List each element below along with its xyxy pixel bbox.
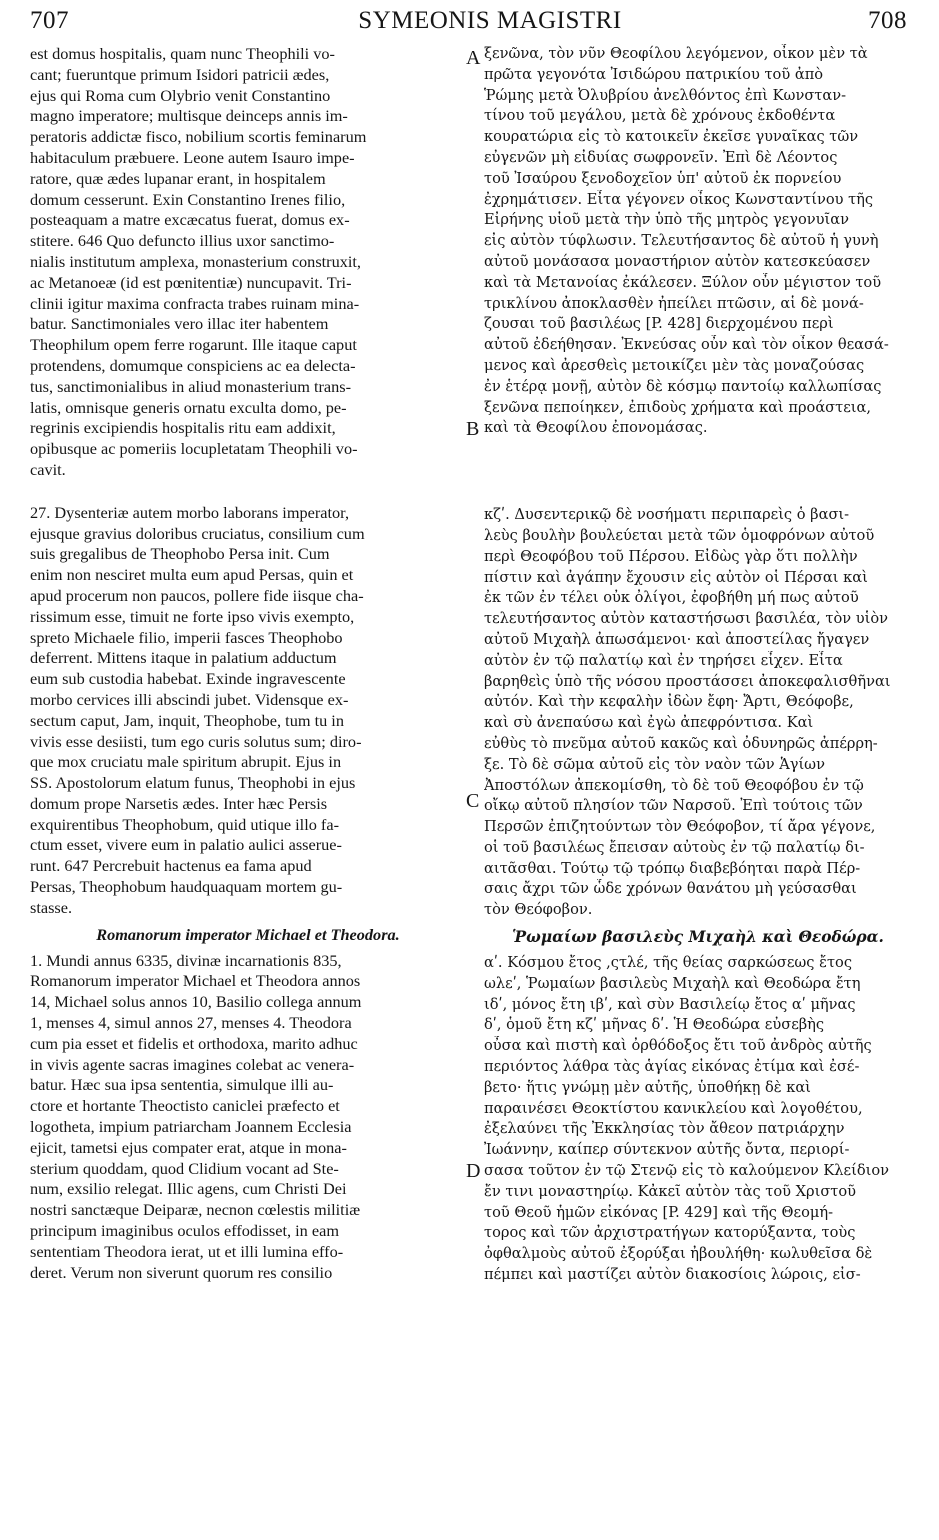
page-number-right: 708 xyxy=(868,7,907,34)
text-line: deferrent. Mittens itaque in palatium adductum xyxy=(30,648,337,668)
text-line: ejicit, tametsi ejus compater erat, atque in mona- xyxy=(30,1137,347,1157)
text-line: τὸν Θεόφοβον. xyxy=(484,901,593,919)
text-line: αιτᾶσθαι. Τούτῳ τῷ τρόπῳ διαβεβόηται παρὰ Πέρ- xyxy=(484,859,861,877)
text-line: τίνου τοῦ μεγάλου, μετὰ δὲ χρόνους ἐκδοθέντα xyxy=(484,107,836,125)
text-line: σαις ἄχρι τῶν ὧδε χρόνων θανάτου μὴ γεύσασθαι xyxy=(484,880,857,898)
text-line: καὶ τὰ Μετανοίας ἐκάλεσεν. Ξύλον οὖν μέγιστον τοῦ xyxy=(484,273,882,291)
text-line: αʹ. Κόσμου ἔτος ,ςτλέ, τῆς θείας σαρκώσεως ἔτος xyxy=(484,954,852,972)
text-line: enim non nesciret multa eum apud Persas, quin et xyxy=(30,565,354,585)
text-line: exquirentibus Theophobum, quid utique illo fa- xyxy=(30,814,339,834)
text-line: οἱ τοῦ βασιλέως ἔπεισαν αὐτοὺς ἐν τῷ παλατίῳ δι- xyxy=(484,838,865,856)
text-line: οἴκῳ αὐτοῦ πλησίον τῶν Ναρσοῦ. Ἐπὶ τούτοις τῶν xyxy=(484,797,863,815)
text-line: runt. 647 Percrebuit hactenus ea fama apud xyxy=(30,856,312,876)
text-line: ἐκ τῶν ἐν τέλει οὐκ ὀλίγοι, ἐφοβήθη μή πως αὐτοῦ xyxy=(484,589,859,607)
text-line: ξενῶνα πεποίηκεν, ἐπιδοὺς χρήματα καὶ προάστεια, xyxy=(484,398,871,416)
text-line: apud procerum non paucos, pollere fide iisque cha- xyxy=(30,585,364,605)
text-line: cavit. xyxy=(30,459,66,479)
text-line: in vivis agente sacras imagines colebat ac venera- xyxy=(30,1054,355,1074)
section-heading: Ῥωμαίων βασιλεὺς Μιχαὴλ καὶ Θεοδώρα. xyxy=(512,928,884,947)
text-line: peratoris addictæ fisco, nobilium scortis feminarum xyxy=(30,127,367,147)
text-line: καὶ τὰ Θεοφίλου ἐπονομάσας. xyxy=(484,419,708,437)
text-line: εἰς αὐτὸν τύφλωσιν. Τελευτήσαντος δὲ αὐτοῦ ἡ γυνὴ xyxy=(484,232,879,250)
text-line: πρῶτα γεγονότα Ἰσιδώρου πατρικίου τοῦ ἀπὸ xyxy=(484,65,824,83)
text-line xyxy=(30,481,466,503)
text-line: Εἰρήνης υἱοῦ μετὰ τὴν ὑπὸ τῆς μητρὸς γεγονυῖαν xyxy=(484,211,849,229)
text-line: ἐν ἑτέρᾳ μονῇ, αὐτὸν δὲ κόσμῳ παντοίῳ καλλωπίσας xyxy=(484,377,882,395)
text-line: βαρηθεὶς ὑπὸ τῆς νόσου προστάσσει ἀποκεφαλισθῆναι xyxy=(484,672,891,690)
text-line: 1. Mundi annus 6335, divinæ incarnationis 835, xyxy=(30,950,342,970)
text-line: stitere. 646 Quo defuncto illius uxor sanctimo- xyxy=(30,231,335,251)
text-line: tus, sanctimonialibus in aliud monasterium trans- xyxy=(30,376,352,396)
text-line: τοῦ Ἰσαύρου ξενοδοχεῖον ὑπ' αὐτοῦ ἐκ πορνείου xyxy=(484,169,842,187)
text-line: opibusque ac pomeriis locupletatam Theophili vo- xyxy=(30,439,358,459)
text-line: ἐχρημάτισεν. Εἶτα γέγονεν οἶκος Κωνσταντίνου τῆς xyxy=(484,190,874,208)
text-line: magno imperatore; multisque deinceps annis im- xyxy=(30,106,348,126)
greek-column xyxy=(484,44,912,1286)
text-line: λεὺς βουλὴν βουλεύεται μετὰ τῶν ὁμοφρόνων αὐτοῦ xyxy=(484,526,875,544)
text-line: σασα τοῦτον ἐν τῷ Στενῷ εἰς τὸ καλούμενον Κλείδιον xyxy=(484,1162,889,1180)
text-line: batur. Hæc sua ipsa sententia, simulque illi au- xyxy=(30,1075,334,1095)
page-header xyxy=(0,0,939,44)
text-line: Theophilum opem ferre rogarunt. Ille itaque caput xyxy=(30,335,357,355)
text-line: πίστιν καὶ ἀγάπην ἔχουσιν εἰς αὐτὸν οἱ Πέρσαι καὶ xyxy=(484,568,868,586)
text-line: ἐξελαύνει τῆς Ἐκκλησίας τὸν ἄθεον πατριάρχην xyxy=(484,1120,845,1138)
text-line: 14, Michael solus annos 10, Basilio collega annum xyxy=(30,992,362,1012)
text-line: ac Metanoeæ (id est pœnitentiæ) nuncupavit. Tri- xyxy=(30,272,352,292)
text-line: Περσῶν ἐπιζητούντων τὸν Θεόφοβον, τί ἄρα γέγονε, xyxy=(484,818,876,836)
text-line: βετο· ἥτις γνώμῃ μὲν αὐτῆς, ὑποθήκῃ δὲ καὶ xyxy=(484,1078,811,1096)
text-line: est domus hospitalis, quam nunc Theophili vo- xyxy=(30,44,335,63)
text-line: ctum esset, vivere eum in palatio aulici asserue- xyxy=(30,835,342,855)
text-line: οὖσα καὶ πιστὴ καὶ ὀρθόδοξος ἔτι τοῦ ἀνδρὸς αὐτῆς xyxy=(484,1037,872,1055)
latin-column xyxy=(30,44,466,1283)
text-line: rissimum esse, timuit ne forte ipso vivis exempto, xyxy=(30,606,355,626)
margin-letter-c: C xyxy=(466,790,480,812)
text-line: regrinis excipiendis hospitalis ritu eam addixit, xyxy=(30,418,336,438)
text-line: ὀφθαλμοὺς αὐτοῦ ἐξορύξαι ἠβουλήθη· κωλυθεῖσα δὲ xyxy=(484,1245,873,1263)
text-line: τελευτήσαντος αὐτὸν καταστήσωσι βασιλέα, τὸν υἱὸν xyxy=(484,610,889,628)
text-line: que mox cruciatu male spiritum abrupit. Ejus in xyxy=(30,752,342,772)
text-line: ωλεʹ, Ῥωμαίων βασιλεὺς Μιχαὴλ καὶ Θεοδώρα ἔτη xyxy=(484,974,861,992)
text-line: Romanorum imperator Michael et Theodora annos xyxy=(30,971,361,991)
text-line: nostri sanctæque Deiparæ, necnon cœlestis militiæ xyxy=(30,1200,361,1220)
text-line: vivis esse desiisti, tum ego curis solutus sum; diro- xyxy=(30,731,362,751)
text-line: αὐτοῦ ἐδεήθησαν. Ἐκνεύσας οὖν καὶ τὸν οἶκον θεασά- xyxy=(484,336,889,354)
text-line: deret. Verum non siverunt quorum res consilio xyxy=(30,1262,333,1282)
text-line: πέμπει καὶ μαστίζει αὐτὸν διακοσίοις λώροις, εἰσ- xyxy=(484,1266,861,1284)
text-line: 1, menses 4, simul annos 27, menses 4. Theodora xyxy=(30,1013,352,1033)
text-line: Ἰωάννην, καίπερ σύντεκνον αὐτῆς ὄντα, περιορί- xyxy=(484,1141,850,1159)
text-line: 27. Dysenteriæ autem morbo laborans imperator, xyxy=(30,502,350,522)
text-line: τρικλίνου ἀποκλασθὲν ἠπείλει πτῶσιν, αἱ δὲ μονά- xyxy=(484,294,864,312)
text-line: posteaquam a matre excæcatus fuerat, domus ex- xyxy=(30,210,350,230)
text-line: nialis institutum amplexa, monasterium construxit, xyxy=(30,251,362,271)
text-line: ἔν τινι μοναστηρίῳ. Κἀκεῖ αὐτὸν τὰς τοῦ Χριστοῦ xyxy=(484,1182,857,1200)
text-line: num, exsilio relegat. Illic agens, cum Christi Dei xyxy=(30,1179,347,1199)
text-line: αὐτόν. Καὶ τὴν κεφαλὴν ἰδὼν ἔφη· Ἄρτι, Θεόφοβε, xyxy=(484,693,854,711)
section-heading: Romanorum imperator Michael et Theodora. xyxy=(96,924,400,944)
margin-letter-b: B xyxy=(466,418,480,440)
running-title: SYMEONIS MAGISTRI xyxy=(358,7,622,34)
text-line: spreto Michaele filio, imperii fasces Theophobo xyxy=(30,627,343,647)
text-line: τοῦ Θεοῦ ἡμῶν εἰκόνας [P. 429] καὶ τῆς Θεομή- xyxy=(484,1203,834,1221)
text-line: sterium quoddam, quod Clidium vocant ad Ste- xyxy=(30,1158,339,1178)
text-line: Persas, Theophobum haudquaquam mortem gu- xyxy=(30,877,343,897)
text-line: ejus qui Roma cum Olybrio venit Constantino xyxy=(30,85,331,105)
text-line: eum sub custodia habebat. Exinde ingravescente xyxy=(30,669,346,689)
text-line: cant; fueruntque primum Isidori patricii ædes, xyxy=(30,64,330,84)
text-line: αὐτὸν ἐν τῷ παλατίῳ καὶ ἐν τηρήσει εἶχεν. Εἶτα xyxy=(484,651,843,669)
text-line: stasse. xyxy=(30,897,73,917)
margin-letter-a: A xyxy=(466,47,481,69)
text-line: δʹ, ὁμοῦ ἔτη κζʹ μῆνας δʹ. Ἡ Θεοδώρα εὐσεβὴς xyxy=(484,1016,825,1034)
text-line: domum cesserunt. Exin Constantino Irenes filio, xyxy=(30,189,346,209)
text-line: αὐτοῦ Μιχαὴλ ἀπωσάμενοι· καὶ ἀποστείλας ἤγαγεν xyxy=(484,630,870,648)
text-line: κζʹ. Δυσεντερικῷ δὲ νοσήματι περιπαρεὶς ὁ βασι- xyxy=(484,506,850,524)
text-line: morbo cervices illi abscindi jubet. Vidensque ex- xyxy=(30,689,349,709)
text-line: sectum caput, Jam, inquit, Theophobe, tum tu in xyxy=(30,710,344,730)
text-line: latis, omnisque generis ornatu exculta domo, pe- xyxy=(30,397,347,417)
text-line: καὶ σὺ ἀνεπαύσω καὶ ἐγὼ ἀπεφρόντισα. Καὶ xyxy=(484,714,814,732)
text-line: ξενῶνα, τὸν νῦν Θεοφίλου λεγόμενον, οἶκον μὲν τὰ xyxy=(484,45,868,62)
margin-letter-d: D xyxy=(466,1160,481,1182)
text-line: Ῥώμης μετὰ Ὀλυβρίου ἀνελθόντος ἐπὶ Κωνσταν- xyxy=(484,86,847,104)
text-line: κουρατώρια εἰς τὸ κατοικεῖν ἐκεῖσε γυναῖκας τῶν xyxy=(484,128,859,146)
text-line: ejusque gravius doloribus cruciatus, consilium cum xyxy=(30,523,365,543)
text-line: περιόντος λάθρα τὰς ἁγίας εἰκόνας ἐτίμα καὶ ἐσέ- xyxy=(484,1058,860,1076)
text-line: suis gregalibus de Theophobo Persa init. Cum xyxy=(30,544,330,564)
text-line xyxy=(484,483,912,505)
text-line: ξε. Τὸ δὲ σῶμα αὐτοῦ εἰς τὸν ναὸν τῶν Ἁγίων xyxy=(484,755,825,773)
text-line: εὐθὺς τὸ πνεῦμα αὐτοῦ κακῶς καὶ ὀδυνηρῶς ἀπέρρη- xyxy=(484,734,878,752)
text-line: ratore, quæ ædes lupanar erant, in hospitalem xyxy=(30,168,326,188)
text-line: principum imaginibus oculos effodisset, in eam xyxy=(30,1221,339,1241)
text-line xyxy=(484,439,912,461)
text-line: παραινέσει Θεοκτίστου κανικλείου καὶ λογοθέτου, xyxy=(484,1099,863,1117)
text-line: SS. Apostolorum elatum funus, Theophobi in ejus xyxy=(30,773,356,793)
text-line: Ἀποστόλων ἀπεκομίσθη, τὸ δὲ τοῦ Θεοφόβου ἐν τῷ xyxy=(484,776,864,794)
text-line: ζουσαι τοῦ βασιλέως [P. 428] διερχομένου περὶ xyxy=(484,315,834,333)
text-line xyxy=(484,461,912,483)
text-line: cum pia esset et fidelis et orthodoxa, marito adhuc xyxy=(30,1033,358,1053)
page-number-left: 707 xyxy=(30,7,69,34)
text-line: ιδʹ, μόνος ἔτη ιβʹ, καὶ σὺν Βασιλείῳ ἔτος αʹ μῆνας xyxy=(484,995,856,1013)
text-line: protendens, domumque conspiciens ac ea delecta- xyxy=(30,355,356,375)
text-line: sententiam Theodora ierat, ut et illi lumina effo- xyxy=(30,1241,344,1261)
text-line: clinii igitur maxima confracta trabes ruinam mina- xyxy=(30,293,360,313)
text-line: τορος καὶ τῶν ἀρχιστρατήγων κατορύξαντα, τοὺς xyxy=(484,1224,856,1242)
text-line: περὶ Θεοφόβου τοῦ Πέρσου. Εἰδὼς γὰρ ὅτι πολλὴν xyxy=(484,547,858,565)
text-line: logotheta, impium patriarcham Joannem Ecclesia xyxy=(30,1117,352,1137)
text-line: εὐγενῶν μὴ εἰδυίας σωφρονεῖν. Ἐπὶ δὲ Λέοντος xyxy=(484,148,838,166)
text-line: ctore et hortante Theoctisto caniclei præfecto et xyxy=(30,1096,340,1116)
text-line: αὐτοῦ μονάσασα μοναστήριον αὐτὸν κατεσκεύασεν xyxy=(484,252,871,270)
text-line: domum prope Narsetis ædes. Inter hæc Persis xyxy=(30,793,328,813)
text-line: batur. Sanctimoniales vero illac iter habentem xyxy=(30,314,329,334)
text-line: μενος καὶ ἀρεσθεὶς μετοικίζει μὲν τὰς μοναζούσας xyxy=(484,356,865,374)
text-line: habitaculum præbuere. Leone autem Isauro impe- xyxy=(30,147,355,167)
